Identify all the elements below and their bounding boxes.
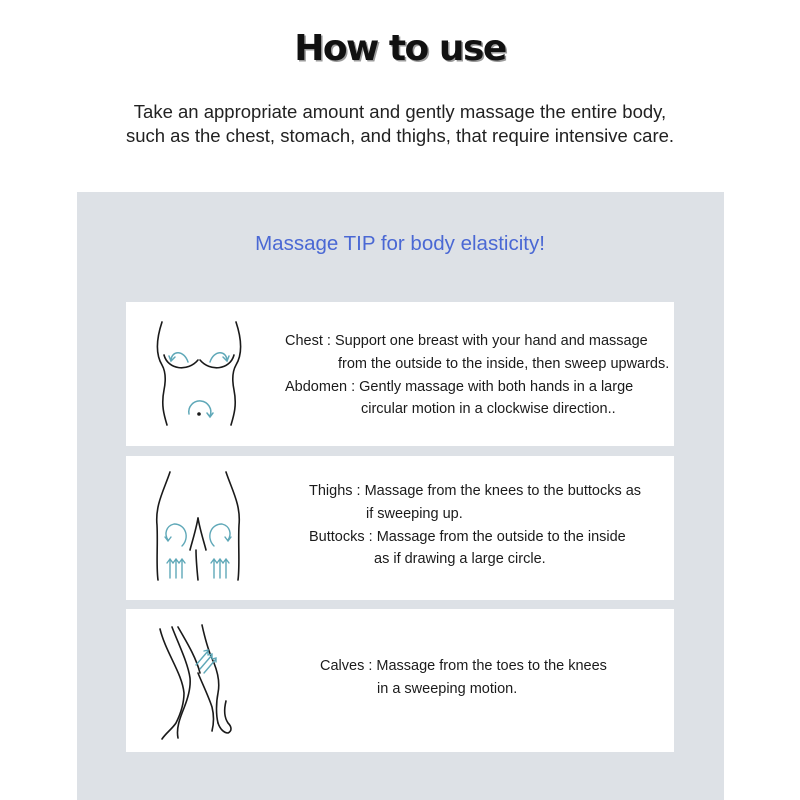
card3-line-1: Calves : Massage from the toes to the knees — [320, 658, 607, 674]
card2-line-1: Thighs : Massage from the knees to the buttocks as — [309, 483, 642, 499]
chest-abdomen-text — [285, 330, 669, 421]
tip-card-calves — [126, 609, 674, 752]
card2-line-3: Buttocks : Massage from the outside to the inside — [309, 528, 626, 545]
intro-line-2: such as the chest, stomach, and thighs, that require intensive care. — [125, 125, 675, 146]
card2-line-4: as if drawing a large circle. — [374, 551, 546, 568]
intro-line-1: Take an appropriate amount and gently massage the entire body, — [133, 101, 667, 122]
card2-line-2: if sweeping up. — [366, 505, 463, 522]
calves-text — [320, 655, 607, 701]
torso-chest-abdomen-illustration — [154, 320, 244, 430]
tip-card-thighs-buttocks — [126, 456, 674, 600]
thighs-buttocks-text — [309, 480, 641, 571]
buttocks-thighs-illustration — [152, 470, 244, 582]
tip-card-chest-abdomen — [126, 302, 674, 446]
tip-title: Massage TIP for body elasticity! — [255, 232, 545, 255]
intro-text — [0, 100, 800, 148]
card3-line-2: in a sweeping motion. — [377, 680, 518, 697]
card1-line-3: Abdomen : Gently massage with both hands in a large — [285, 378, 634, 395]
calves-legs-illustration — [158, 623, 240, 743]
page-title: How to use — [294, 28, 506, 69]
card1-line-1: Chest : Support one breast with your hand and massage — [285, 333, 648, 349]
card1-line-4: circular motion in a clockwise direction.. — [361, 401, 616, 418]
card1-line-2: from the outside to the inside, then sweep upwards. — [338, 355, 670, 372]
